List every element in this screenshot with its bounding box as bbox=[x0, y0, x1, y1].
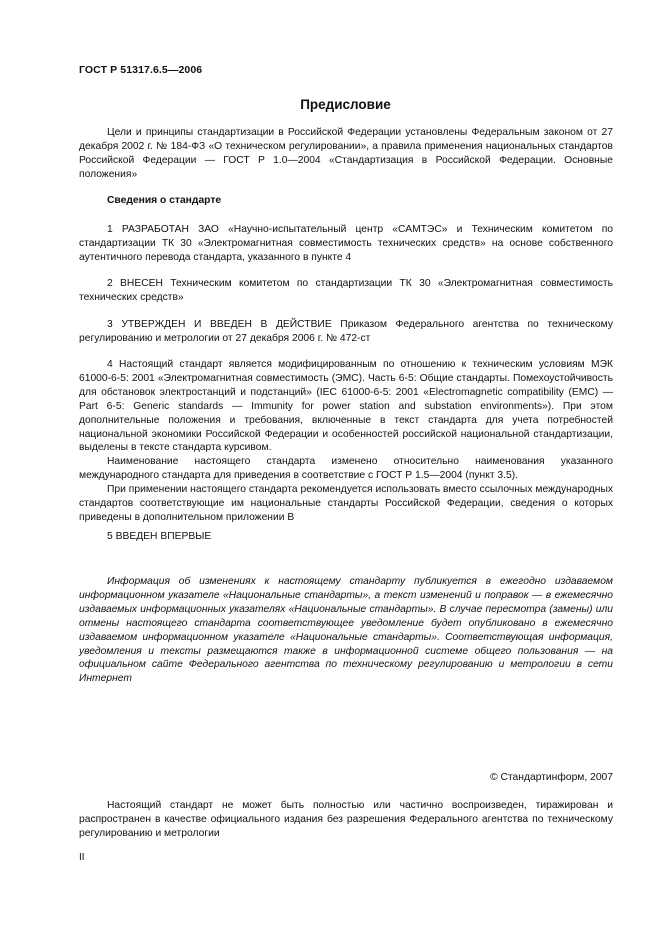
item-4-block bbox=[79, 358, 613, 525]
intro-paragraph: Цели и принципы стандартизации в Российской Федерации установлены Федеральным законом от 27 декабря 2002 г. № 184-ФЗ «О техническом регулировании», а правила применения национальных стандартов Российской Федерации — ГОСТ Р 1.0—2004 «Стандартизация в Российской Федерации. Основные положения» bbox=[79, 127, 613, 180]
item-3-block bbox=[79, 318, 613, 346]
rights-paragraph: Настоящий стандарт не может быть полностью или частично воспроизведен, тиражирован и распространен в качестве официального издания без разрешения Федерального агентства по техническому регулированию и метрологии bbox=[79, 800, 613, 839]
item-3-paragraph: 3 УТВЕРЖДЕН И ВВЕДЕН В ДЕЙСТВИЕ Приказом Федерального агентства по техническому регулированию и метрологии от 27 декабря 2006 г. № 472-ст bbox=[79, 319, 613, 344]
page-number: II bbox=[79, 852, 85, 863]
notice-paragraph: Информация об изменениях к настоящему стандарту публикуется в ежегодно издаваемом информационном указателе «Национальные стандарты», а текст изменений и поправок — в ежемесячно издаваемых информационных указателях «Национальные стандарты». В случае пересмотра (замены) или отмены настоящего стандарта соответствующее уведомление будет опубликовано в ежемесячно издаваемом информационном указателе «Национальные стандарты». Соответствующая информация, уведомления и тексты размещаются также в информационной системе общего пользования — на официальном сайте Федерального агентства по техническому регулированию и метрологии в сети Интернет bbox=[79, 576, 613, 685]
notice-block bbox=[79, 575, 613, 686]
item-4-paragraph-c: При применении настоящего стандарта рекомендуется использовать вместо ссылочных международных стандартов соответствующие им национальные стандарты Российской Федерации, сведения о которых приведены в дополнительном приложении В bbox=[79, 484, 613, 523]
item-2-paragraph: 2 ВНЕСЕН Техническим комитетом по стандартизации ТК 30 «Электромагнитная совместимость технических средств» bbox=[79, 278, 613, 303]
item-1-paragraph: 1 РАЗРАБОТАН ЗАО «Научно-испытательный центр «САМТЭС» и Техническим комитетом по стандартизации ТК 30 «Электромагнитная совместимость технических средств» на основе собственного аутентичного перевода стандарта, указанного в пункте 4 bbox=[79, 224, 613, 263]
item-4-paragraph-b: Наименование настоящего стандарта изменено относительно наименования указанного международного стандарта для приведения в соответствие с ГОСТ Р 1.5—2004 (пункт 3.5). bbox=[79, 456, 613, 482]
intro-block bbox=[79, 126, 613, 182]
item-5-block bbox=[79, 530, 613, 544]
document-header: ГОСТ Р 51317.6.5—2006 bbox=[79, 64, 203, 76]
item-1-block bbox=[79, 223, 613, 265]
copyright-line: © Стандартинформ, 2007 bbox=[490, 772, 613, 783]
item-4-paragraph-a: 4 Настоящий стандарт является модифицированным по отношению к техническим условиям МЭК 61000-6-5: 2001 «Электромагнитная совместимость (ЭМС). Часть 6-5: Общие стандарты. Помехоустойчивость для обстановок электростанций и подстанций» (IEC 61000-6-5: 2001 «Electromagnetic compatibility (EMC) — Part 6-5: Generic standards — Immunity for power station and substation environments»). При этом дополнительные положения и требования, включенные в текст стандарта для учета потребностей национальной экономики Российской Федерации и особенностей российской национальной стандартизации, выделены в тексте стандарта курсивом. bbox=[79, 359, 613, 454]
page-title: Предисловие bbox=[300, 97, 391, 112]
section-subhead: Сведения о стандарте bbox=[107, 195, 222, 206]
item-2-block bbox=[79, 277, 613, 305]
rights-block bbox=[79, 799, 613, 841]
item-5-paragraph: 5 ВВЕДЕН ВПЕРВЫЕ bbox=[107, 531, 212, 542]
